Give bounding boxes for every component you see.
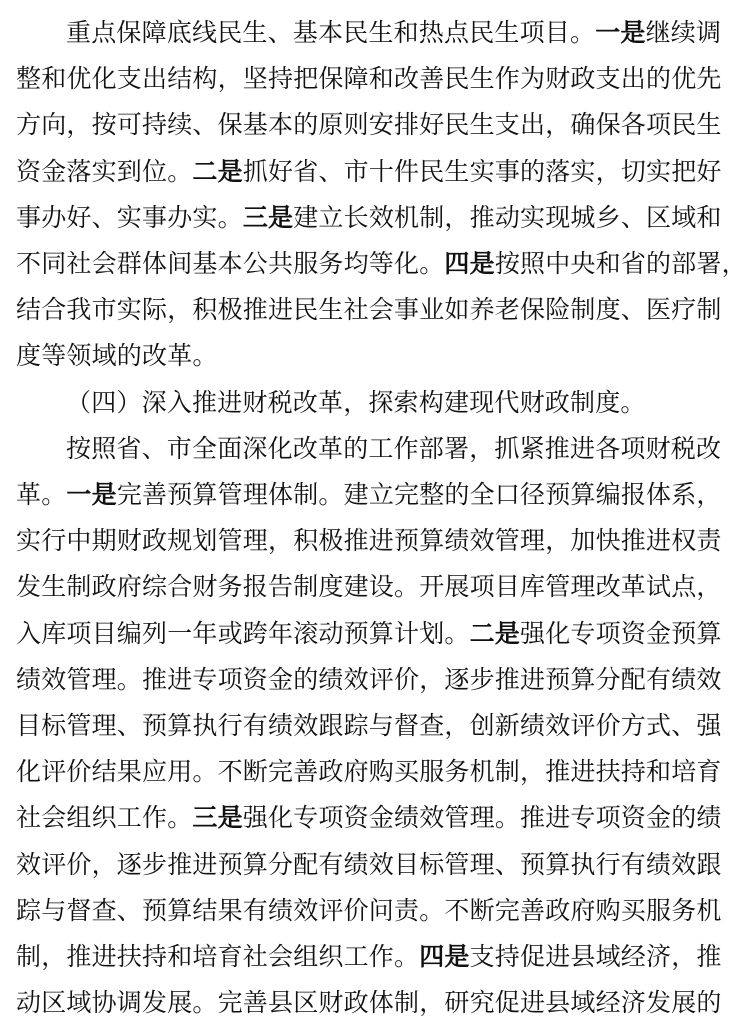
paragraph-1-line-1: 重点保障底线民生、基本民生和热点民生项目。一是继续调 <box>66 18 722 47</box>
paragraph-2-line-8: 化评价结果应用。不断完善政府购买服务机制，推进扶持和培育 <box>16 757 722 787</box>
paragraph-2-line-9: 社会组织工作。三是强化专项资金绩效管理。推进专项资金的绩 <box>16 803 722 833</box>
paragraph-1-line-6: 不同社会群体间基本公共服务均等化。四是按照中央和省的部署， <box>16 249 747 278</box>
paragraph-2-line-1: 按照省、市全面深化改革的工作部署，抓紧推进各项财税改 <box>66 433 722 463</box>
paragraph-1-line-5: 事办好、实事办实。三是建立长效机制，推动实现城乡、区域和 <box>16 202 722 232</box>
paragraph-2-line-11: 踪与督查、预算结果有绩效评价问责。不断完善政府购买服务机 <box>16 895 722 925</box>
paragraph-2-line-6: 绩效管理。推进专项资金的绩效评价，逐步推进预算分配有绩效 <box>16 664 722 694</box>
paragraph-2-line-13: 动区域协调发展。完善县区财政体制，研究促进县域经济发展的 <box>16 988 722 1018</box>
paragraph-2-line-2: 革。一是完善预算管理体制。建立完整的全口径预算编报体系， <box>16 480 722 509</box>
paragraph-2-line-3: 实行中期财政规划管理，积极推进预算绩效管理，加快推进权责 <box>16 526 722 556</box>
paragraph-1-line-2: 整和优化支出结构，坚持把保障和改善民生作为财政支出的优先 <box>16 64 722 94</box>
paragraph-2-line-7: 目标管理、预算执行有绩效跟踪与督查，创新绩效评价方式、强 <box>16 711 722 740</box>
paragraph-2-line-10: 效评价，逐步推进预算分配有绩效目标管理、预算执行有绩效跟 <box>16 849 722 879</box>
section-heading: （四）深入推进财税改革，探索构建现代财政制度。 <box>66 387 646 417</box>
paragraph-1-line-3: 方向，按可持续、保基本的原则安排好民生支出，确保各项民生 <box>16 110 722 140</box>
paragraph-2-line-5: 入库项目编列一年或跨年滚动预算计划。二是强化专项资金预算 <box>16 618 722 648</box>
paragraph-1-line-7: 结合我市实际，积极推进民生社会事业如养老保险制度、医疗制 <box>16 295 722 325</box>
paragraph-1-line-8: 度等领域的改革。 <box>16 341 218 371</box>
paragraph-1-line-4: 资金落实到位。二是抓好省、市十件民生实事的落实，切实把好 <box>16 156 722 186</box>
paragraph-2-line-4: 发生制政府综合财务报告制度建设。开展项目库管理改革试点， <box>16 572 722 602</box>
paragraph-2-line-12: 制，推进扶持和培育社会组织工作。四是支持促进县域经济，推 <box>16 942 722 971</box>
